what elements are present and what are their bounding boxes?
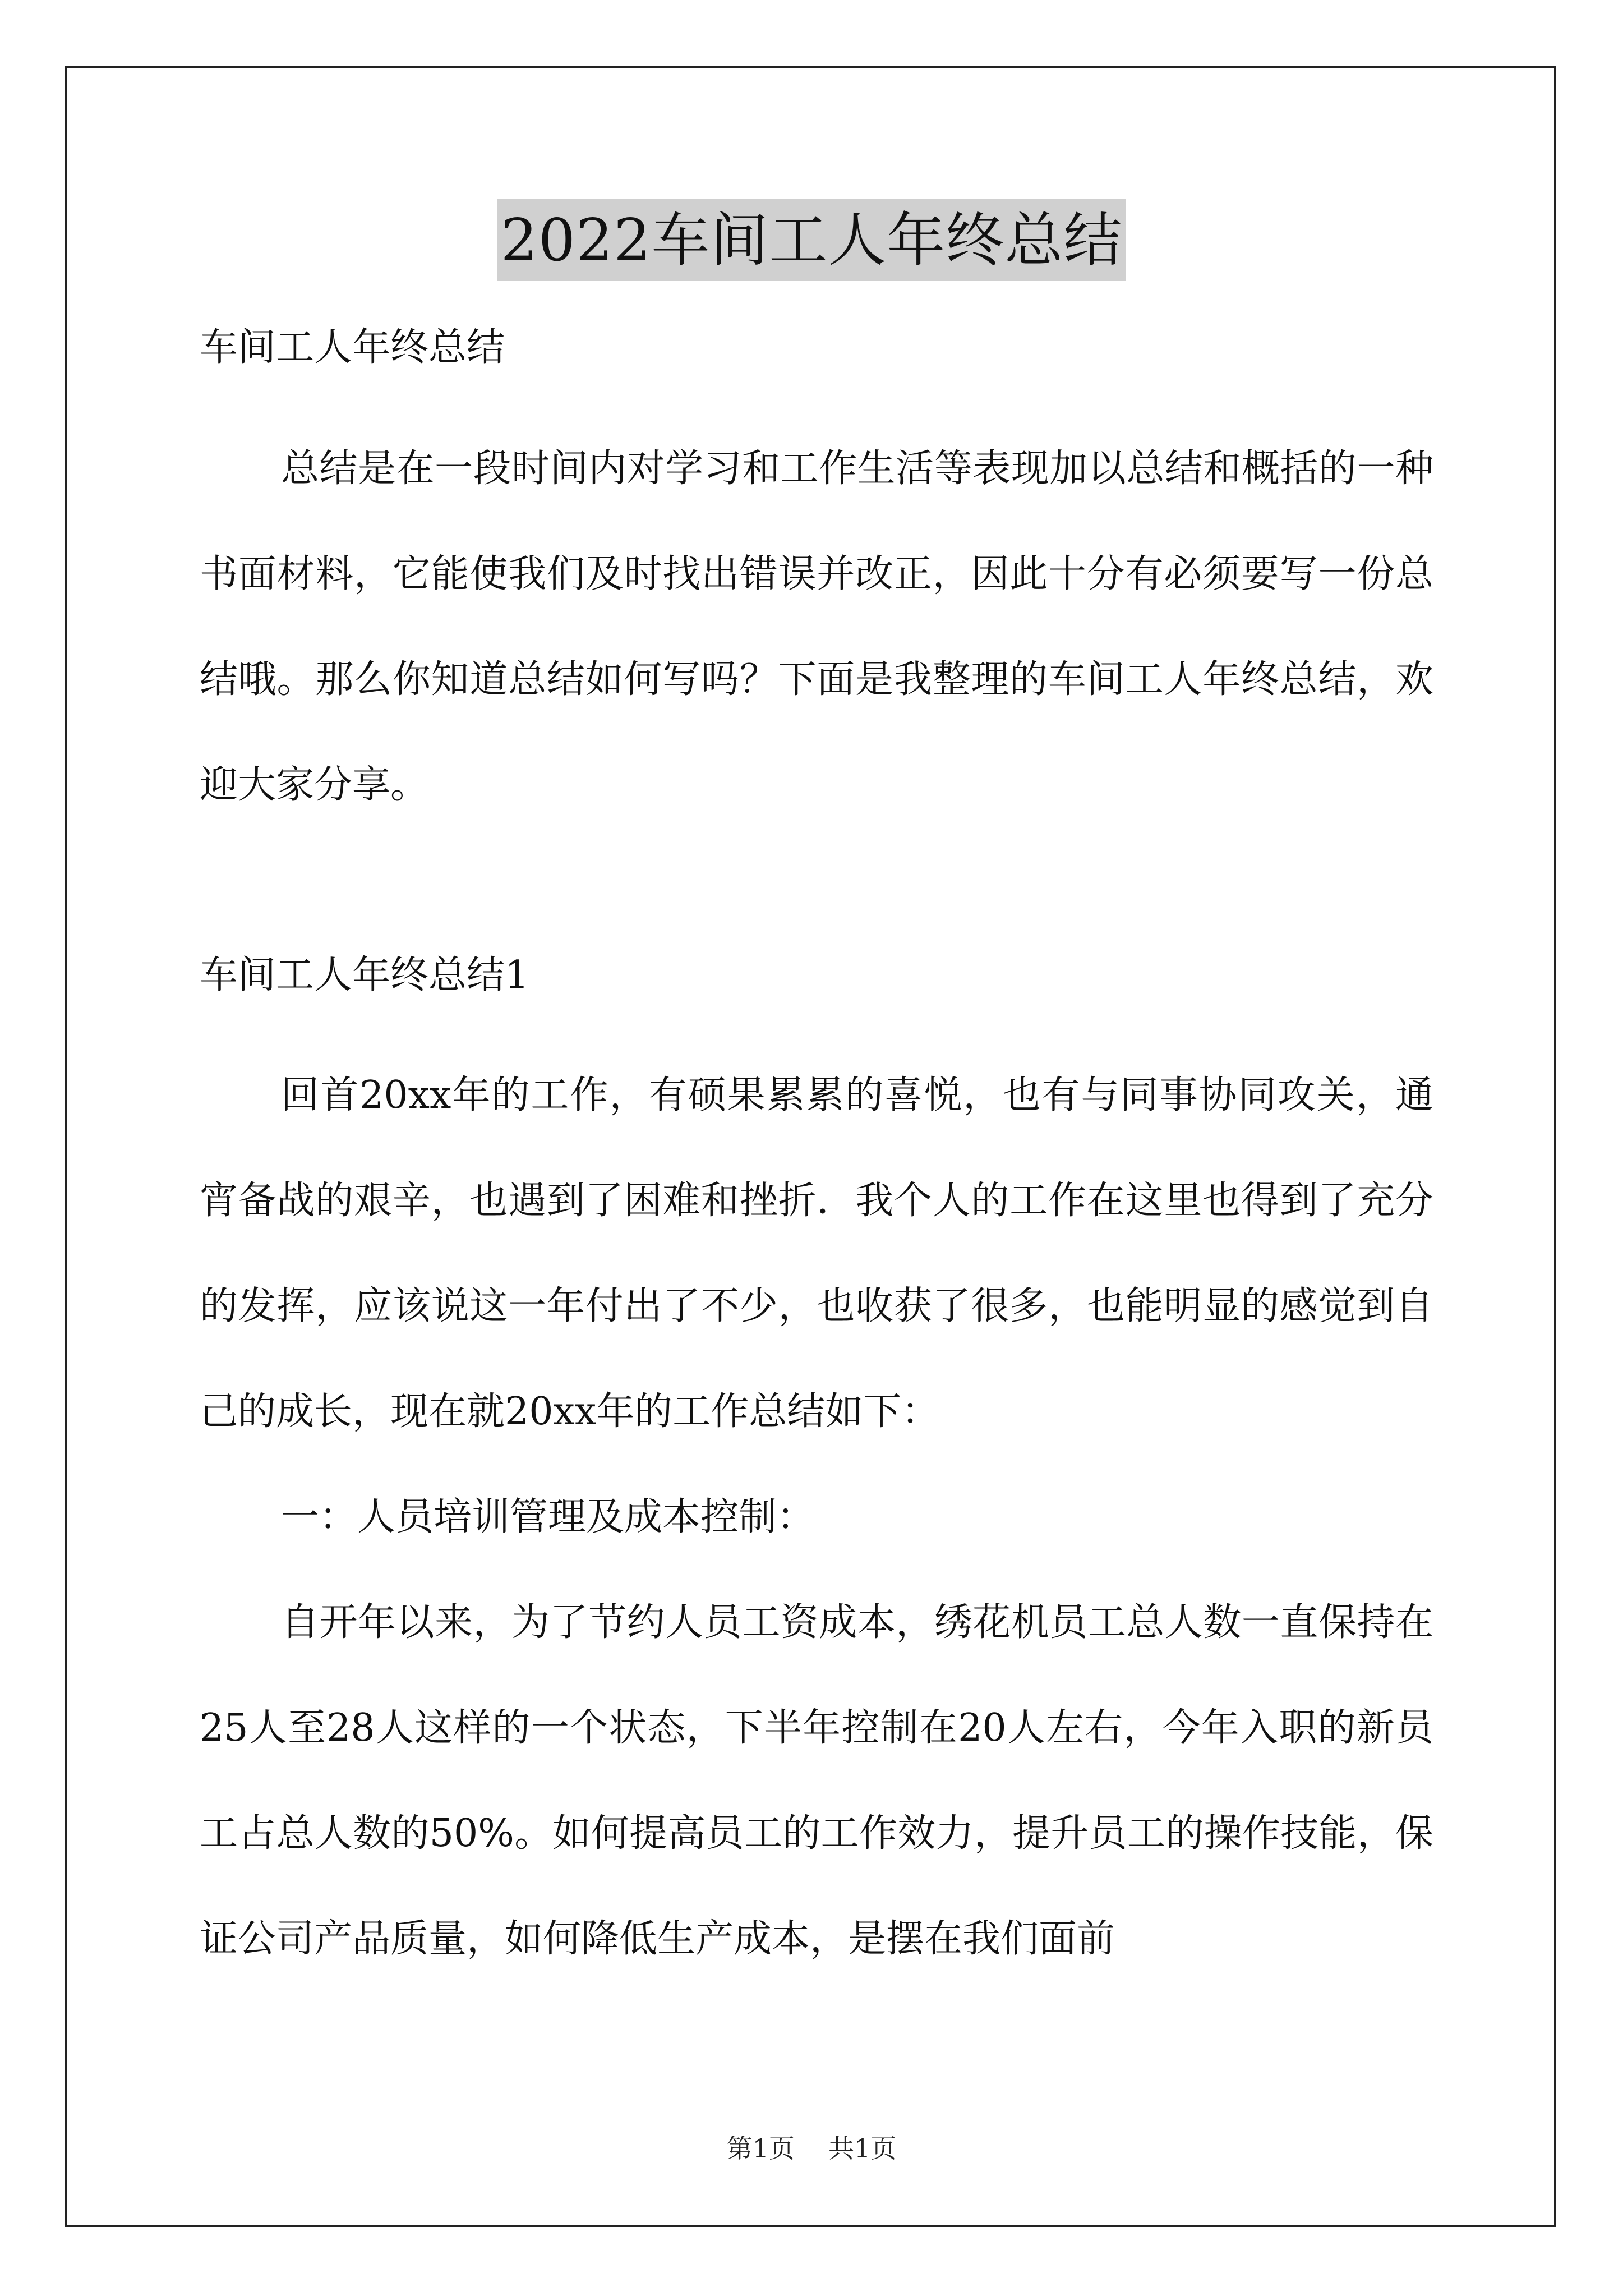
body-paragraph: 一：人员培训管理及成本控制： [281,1495,815,1539]
title-container [0,199,1623,281]
document-body [200,314,1433,1992]
section-heading-1: 车间工人年终总结1 [200,953,529,997]
document-title: 2022车间工人年终总结 [497,199,1126,281]
intro-heading: 车间工人年终总结 [200,325,505,370]
body-paragraph: 自开年以来，为了节约人员工资成本，绣花机员工总人数一直保持在25人至28人这样的一个状态，下半年控制在20人左右，今年入职的新员工占总人数的50%。如何提高员工的工作效力，提升员工的操作技能，保证公司产品质量，如何降低生产成本，是摆在我们面前 [200,1600,1433,1961]
page-number-total: 共1页 [828,2133,897,2164]
page-footer [0,2132,1623,2165]
intro-paragraph: 总结是在一段时间内对学习和工作生活等表现加以总结和概括的一种书面材料，它能使我们及时找出错误并改正，因此十分有必须要写一份总结哦。那么你知道总结如何写吗？下面是我整理的车间工人年终总结，欢迎大家分享。 [200,447,1433,807]
page-number-current: 第1页 [726,2133,795,2164]
body-paragraph: 回首20xx年的工作，有硕果累累的喜悦，也有与同事协同攻关，通宵备战的艰辛，也遇到了困难和挫折．我个人的工作在这里也得到了充分的发挥，应该说这一年付出了不少，也收获了很多，也能明显的感觉到自己的成长，现在就20xx年的工作总结如下： [200,1073,1433,1434]
